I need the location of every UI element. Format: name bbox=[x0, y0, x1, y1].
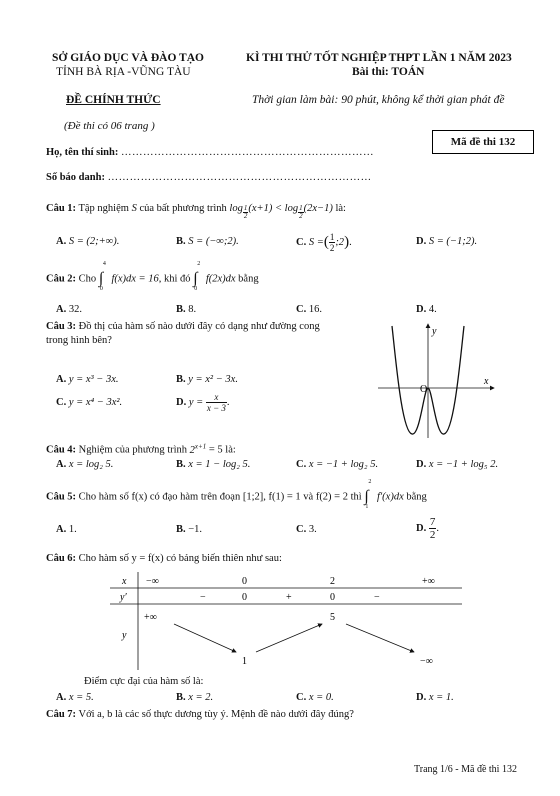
y-val-pos-inf: +∞ bbox=[144, 612, 157, 623]
x-axis-label: x bbox=[484, 376, 489, 387]
q2-option-a[interactable]: A. 32. bbox=[56, 304, 82, 315]
variation-table bbox=[110, 572, 462, 670]
question-4: Câu 4: Nghiệm của phương trình $2^{x+1} = 5$ là: bbox=[46, 442, 236, 456]
q1-label: Câu 1: bbox=[46, 203, 77, 214]
pages-note: (Đề thi có 06 trang ) bbox=[64, 120, 155, 132]
origin-label: O bbox=[420, 384, 428, 395]
province-name: TỈNH BÀ RỊA -VŨNG TÀU bbox=[56, 66, 191, 78]
candidate-name-field bbox=[46, 147, 374, 158]
arrow-decrease-1 bbox=[174, 624, 236, 652]
q4-option-a[interactable]: A. x = log₂ 5. bbox=[56, 459, 114, 470]
question-3-cont: trong hình bên? bbox=[46, 335, 112, 346]
question-5: Câu 5: Cho hàm số f(x) có đạo hàm trên đoạn [1;2], f(1) = 1 và f(2) = 2 thì ∫ 2 1 f′(x)dx bằng bbox=[46, 479, 427, 510]
q5-option-b[interactable]: B. −1. bbox=[176, 524, 203, 535]
department-name: SỞ GIÁO DỤC VÀ ĐÀO TẠO bbox=[52, 52, 204, 64]
question-3: Câu 3: Đồ thị của hàm số nào dưới đây có dạng như đường cong bbox=[46, 321, 320, 332]
y-val-neg-inf: −∞ bbox=[420, 656, 433, 667]
sbd-label: Số báo danh: bbox=[46, 172, 105, 183]
q6-option-c[interactable]: C. x = 0. bbox=[296, 692, 334, 703]
q6-option-a[interactable]: A. x = 5. bbox=[56, 692, 94, 703]
yp-zero-2: 0 bbox=[330, 592, 335, 603]
table-x-label: x bbox=[122, 576, 127, 587]
candidate-number-field bbox=[46, 172, 372, 183]
table-yprime-label: y′ bbox=[120, 592, 127, 603]
sbd-dots: ……………………………………………………………… bbox=[107, 172, 372, 183]
q6-option-b[interactable]: B. x = 2. bbox=[176, 692, 214, 703]
question-6: Câu 6: Cho hàm số y = f(x) có bảng biến thiên như sau: bbox=[46, 553, 282, 564]
q6-option-d[interactable]: D. x = 1. bbox=[416, 692, 454, 703]
x-val-neg-inf: −∞ bbox=[146, 576, 159, 587]
table-y-label: y bbox=[122, 630, 127, 641]
name-dots: …………………………………………………………… bbox=[120, 147, 374, 158]
q1-inequality: log $_{\frac{1}{2}}$ (x+1) < log $_{\frac{1}{2}}$ (2x−1) bbox=[229, 203, 333, 220]
x-val-pos-inf: +∞ bbox=[422, 576, 435, 587]
yp-sign-2: + bbox=[286, 592, 292, 603]
y-val-min: 1 bbox=[242, 656, 247, 667]
q3-option-d[interactable]: D. y = $\frac{x}{x - 3}$ . bbox=[176, 392, 230, 413]
q1-option-d[interactable]: D. S = (−1;2). bbox=[416, 236, 478, 247]
y-val-max: 5 bbox=[330, 612, 335, 623]
x-val-0: 0 bbox=[242, 576, 247, 587]
q1-option-a[interactable]: A. S = (2;+∞). bbox=[56, 236, 120, 247]
q4-option-d[interactable]: D. x = −1 + log₅ 2. bbox=[416, 459, 499, 470]
q5-option-c[interactable]: C. 3. bbox=[296, 524, 317, 535]
question-1: Câu 1: Tập nghiệm S của bất phương trình log $_{\frac{1}{2}}$ (x+1) < log $_{\frac{1}{2}}$ (2x−1) là: bbox=[46, 203, 346, 220]
q4-option-b[interactable]: B. x = 1 − log₂ 5. bbox=[176, 459, 251, 470]
q1-text-a: Tập nghiệm bbox=[78, 203, 129, 214]
yp-zero-1: 0 bbox=[242, 592, 247, 603]
q3-function-graph bbox=[378, 322, 498, 440]
q4-option-c[interactable]: C. x = −1 + log₂ 5. bbox=[296, 459, 379, 470]
q3-option-c[interactable]: C. y = x⁴ − 3x². bbox=[56, 397, 123, 408]
q2-option-d[interactable]: D. 4. bbox=[416, 304, 437, 315]
name-label: Họ, tên thí sinh: bbox=[46, 147, 119, 158]
q5-option-a[interactable]: A. 1. bbox=[56, 524, 77, 535]
q3-option-a[interactable]: A. y = x³ − 3x. bbox=[56, 374, 119, 385]
question-7: Câu 7: Với a, b là các số thực dương tùy ý. Mệnh đề nào dưới đây đúng? bbox=[46, 709, 354, 720]
q1-option-c[interactable]: C. S =( $\frac{1}{2}$ ;2). bbox=[296, 232, 352, 253]
q3-option-b[interactable]: B. y = x² − 3x. bbox=[176, 374, 238, 385]
question-2: Câu 2: Cho ∫ 4 0 f(x)dx = 16, khi đó ∫ 2 0 f(2x)dx bằng bbox=[46, 261, 259, 292]
q5-option-d[interactable]: D. $\frac{7}{2}$ . bbox=[416, 516, 439, 541]
q1-option-b[interactable]: B. S = (−∞;2). bbox=[176, 236, 239, 247]
page-footer: Trang 1/6 - Mã đề thi 132 bbox=[414, 764, 517, 775]
q2-option-c[interactable]: C. 16. bbox=[296, 304, 322, 315]
time-note: Thời gian làm bài: 90 phút, không kể thời gian phát đề bbox=[252, 94, 505, 106]
exam-subject: Bài thi: TOÁN bbox=[352, 66, 425, 78]
q2-option-b[interactable]: B. 8. bbox=[176, 304, 197, 315]
yp-sign-3: − bbox=[374, 592, 380, 603]
q1-text-b: của bất phương trình bbox=[139, 203, 227, 214]
y-axis-label: y bbox=[432, 326, 437, 337]
official-label: ĐỀ CHÍNH THỨC bbox=[66, 94, 161, 106]
arrow-decrease-2 bbox=[346, 624, 414, 652]
yp-sign-1: − bbox=[200, 592, 206, 603]
arrow-increase bbox=[256, 624, 322, 652]
q1-text-c: là: bbox=[335, 203, 346, 214]
q6-question: Điểm cực đại của hàm số là: bbox=[84, 676, 204, 687]
exam-code-box: Mã đề thi 132 bbox=[432, 130, 534, 154]
exam-title: KÌ THI THỬ TỐT NGHIỆP THPT LẦN 1 NĂM 2023 bbox=[246, 52, 512, 64]
x-val-2: 2 bbox=[330, 576, 335, 587]
